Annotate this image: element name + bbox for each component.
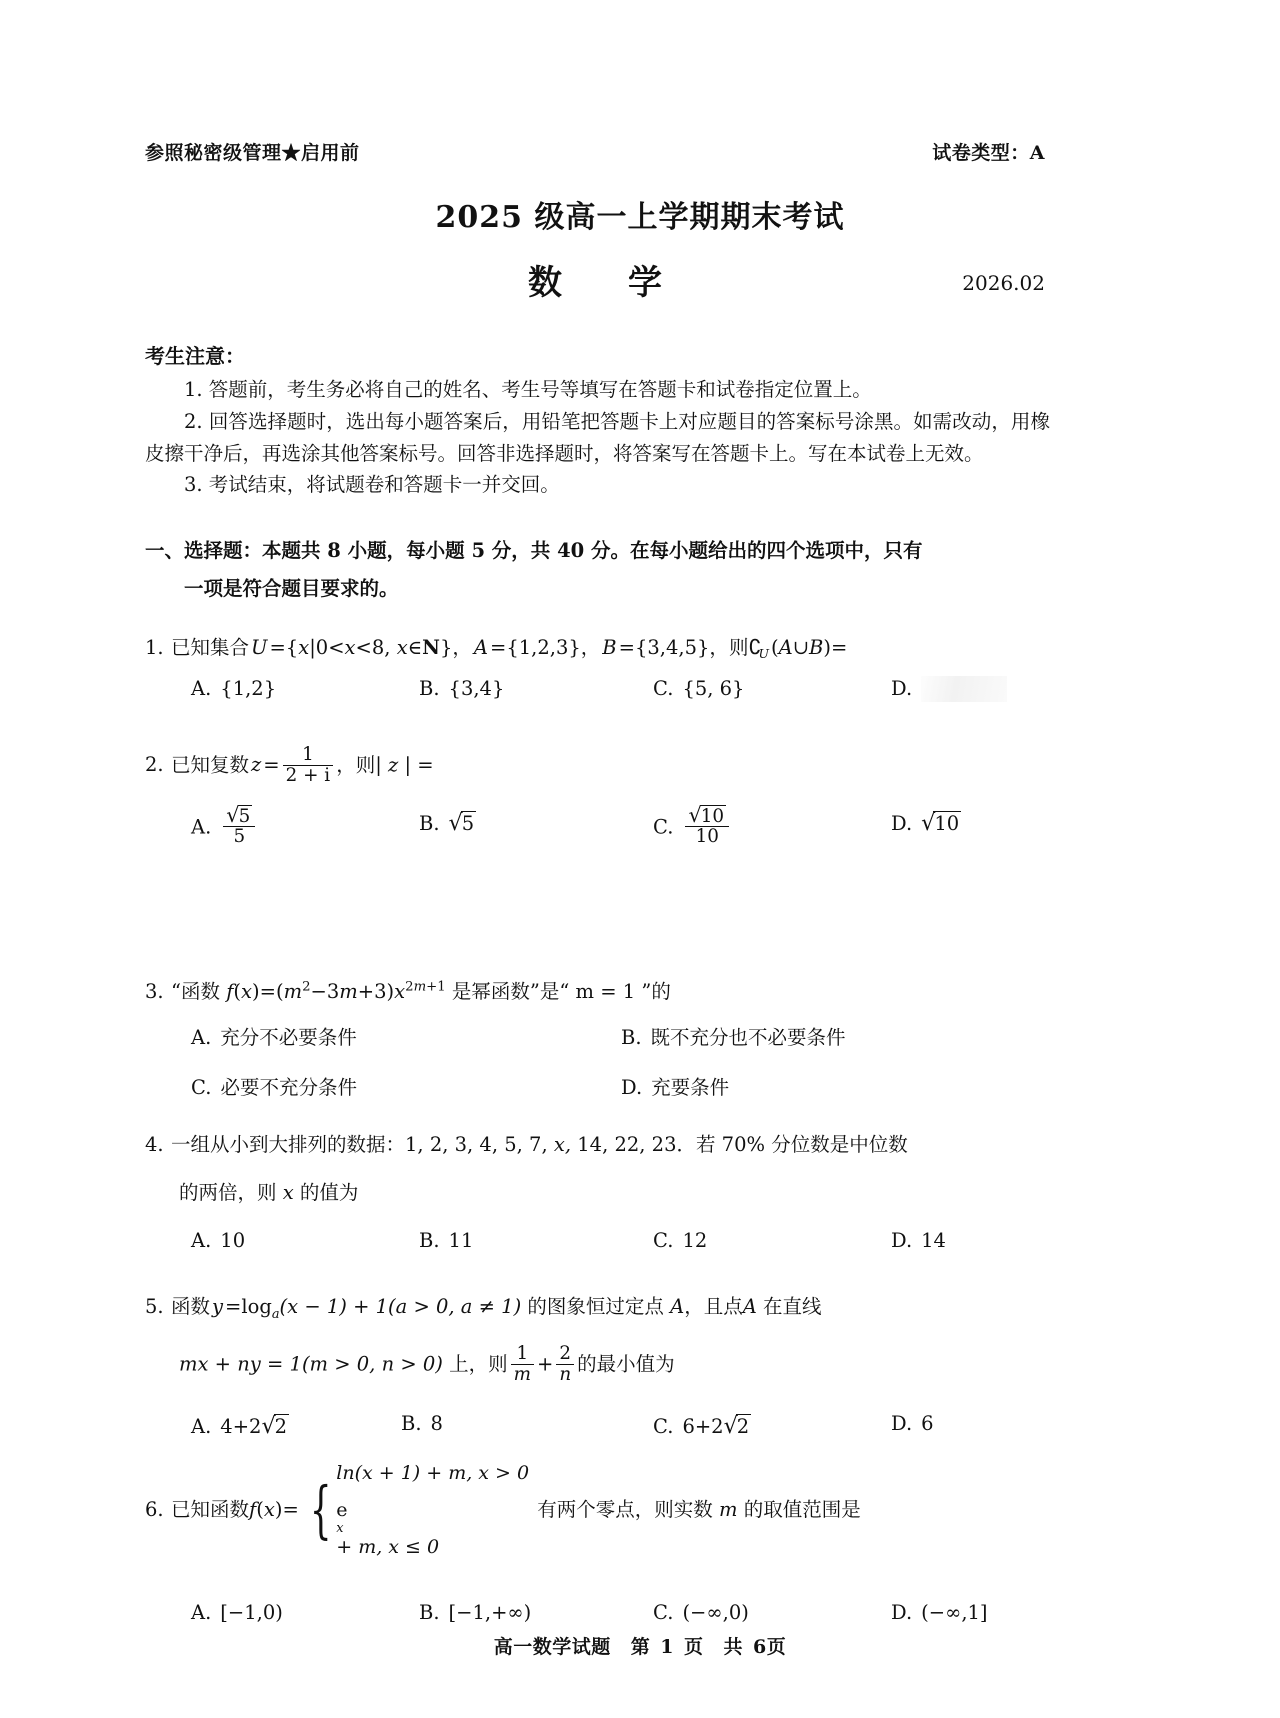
page-footer <box>0 1632 1280 1659</box>
candidate-notices <box>145 340 1050 501</box>
question-5-option-d[interactable]: D. 6 <box>891 1411 934 1435</box>
question-5-stem-line1: 5. 函数 $y =\log_a(x - 1) + 1(a > 0$, a ≠ 1) 的图象恒过定点 A，且点A 在直线 <box>145 1290 1050 1324</box>
question-3-option-b[interactable]: B. 既不充分也不必要条件 <box>621 1026 846 1050</box>
question-3 <box>145 975 1050 1115</box>
modulus-z: | z | = <box>375 753 434 777</box>
question-5-option-c[interactable]: C. 6+2√2 <box>653 1412 750 1439</box>
question-6-option-d[interactable]: D. (−∞,1] <box>891 1601 988 1625</box>
question-3-de: 的 <box>651 980 671 1003</box>
section-desc-line2: 一项是符合题目要求的。 <box>184 577 399 601</box>
section-label: 一、选择题： <box>145 539 263 562</box>
question-4-data-var: x, <box>553 1133 572 1156</box>
question-4-options-row <box>191 1224 1050 1258</box>
fraction-1-over-m: $\frac{1}{m}$ <box>511 1344 534 1385</box>
section-desc-line1: 本题共 8 小题，每小题 5 分，共 40 分。在每小题给出的四个选项中，只有 <box>262 539 923 562</box>
question-6-number: 6. <box>145 1498 164 1522</box>
question-5-option-b[interactable]: B. 8 <box>401 1411 443 1435</box>
footer-page-prefix: 第 <box>630 1636 651 1658</box>
question-4-line2-a: 的两倍，则 <box>179 1181 277 1205</box>
question-3-is-power: 是幂函数” <box>451 980 540 1003</box>
question-2-lead: 已知复数 <box>171 753 250 777</box>
question-4-option-a[interactable]: A. 10 <box>191 1229 246 1253</box>
question-1-stem: 1. 已知集合 U ={x|0<x<8, x∈N}， A ={1,2,3}， B ={3,4,5}，则$∁_U$ (A∪B)= <box>145 630 1050 666</box>
exam-date: 2026.02 <box>962 271 1045 295</box>
question-6-tail-end: 的取值范围是 <box>743 1498 861 1522</box>
question-6-options <box>145 1596 1050 1630</box>
question-4-data-tail: 14, 22, 23 <box>577 1133 677 1156</box>
question-5-options <box>145 1407 1050 1441</box>
question-5-line1-b: 的图象恒过定点 <box>527 1295 664 1318</box>
question-6-tail: 有两个零点，则实数 <box>537 1498 713 1522</box>
question-2-then: 则 <box>355 753 376 777</box>
notice-item-1: 1. 答题前，考生务必将自己的姓名、考生号等填写在答题卡和试卷指定位置上。 <box>184 378 872 402</box>
footer-doc-label: 高一数学试题 <box>493 1636 611 1658</box>
question-1-options <box>145 672 1050 706</box>
question-5-lead: 函数 <box>171 1295 211 1318</box>
question-3-stem: 3. “函数 $f(x)=(m^2-3m+3)x^{2m+1}$ 是幂函数”是“ m = 1 ”的 <box>145 975 1050 1009</box>
question-3-number: 3. <box>145 980 164 1003</box>
question-2-option-c[interactable]: C. $\frac{√10}{10}$ <box>653 804 732 848</box>
notice-item-3: 3. 考试结束，将试题卷和答题卡一并交回。 <box>184 473 560 497</box>
question-4-stem-line2 <box>145 1176 1050 1210</box>
question-5-line2-b: 上，则 <box>449 1352 508 1376</box>
question-6 <box>145 1455 1050 1630</box>
question-6-stem: 6. 已知函数f(x)= { ln(x + 1) + m, x > 0 e x + m, x ≤ 0 有两个零点，则实数 m 的取值范围是 <box>145 1455 1050 1566</box>
question-5 <box>145 1290 1050 1441</box>
footer-total-prefix: 共 <box>723 1636 744 1658</box>
notices-title: 考生注意： <box>145 344 245 368</box>
question-4-data: 1, 2, 3, 4, 5, 7, <box>405 1133 548 1156</box>
question-4-option-b[interactable]: B. 11 <box>419 1229 474 1253</box>
page-header-row <box>145 138 1045 165</box>
exam-title: 2025 级高一上学期期末考试 <box>435 200 845 235</box>
section-one-heading <box>145 532 1050 608</box>
question-1 <box>145 630 1050 706</box>
question-1-option-a[interactable]: A. {1,2} <box>191 676 277 700</box>
faded-scan-area <box>921 676 1007 702</box>
question-3-options-row-1 <box>191 1021 1050 1071</box>
question-6-options-row <box>191 1596 1050 1630</box>
question-4 <box>145 1128 1050 1258</box>
question-2-options <box>145 804 1050 866</box>
question-4-option-c[interactable]: C. 12 <box>653 1229 708 1253</box>
question-2-option-b[interactable]: B. √5 <box>419 809 475 836</box>
question-2-option-d[interactable]: D. √10 <box>891 809 960 836</box>
question-5-line1-c: ，且点 <box>684 1295 743 1318</box>
paper-type-label: 试卷类型：A <box>932 142 1045 164</box>
subject-row <box>145 255 1045 307</box>
question-3-option-a[interactable]: A. 充分不必要条件 <box>191 1026 357 1050</box>
question-4-line1-b: ．若 70% 分位数是中位数 <box>676 1133 908 1156</box>
question-3-option-d[interactable]: D. 充要条件 <box>621 1076 730 1100</box>
question-6-option-c[interactable]: C. (−∞,0) <box>653 1601 749 1625</box>
footer-page-unit: 页 <box>683 1636 704 1658</box>
question-4-lead: 一组从小到大排列的数据： <box>171 1133 406 1156</box>
question-2-number: 2. <box>145 753 164 777</box>
question-2-option-a[interactable]: A. $\frac{√5}{5}$ <box>191 804 258 848</box>
question-5-options-row <box>191 1407 1050 1441</box>
question-1-number: 1. <box>145 636 164 659</box>
question-3-shi: 是 <box>539 980 560 1003</box>
question-5-option-a[interactable]: A. 4+2√2 <box>191 1412 288 1439</box>
piecewise-function <box>301 1455 529 1566</box>
footer-page-number: 1 <box>660 1636 674 1658</box>
question-3-cond: “ m = 1 ” <box>559 980 652 1003</box>
question-3-quote-open: “函数 <box>171 980 220 1003</box>
footer-total-pages: 6 <box>753 1636 767 1658</box>
question-3-option-c[interactable]: C. 必要不充分条件 <box>191 1076 357 1100</box>
question-6-option-a[interactable]: A. [−1,0) <box>191 1601 283 1625</box>
question-6-option-b[interactable]: B. [−1,+∞) <box>419 1601 532 1625</box>
notice-item-2: 2. 回答选择题时，选出每小题答案后，用铅笔把答题卡上对应题目的答案标号涂黑。如需改动，用橡皮擦干净后，再选涂其他答案标号。回答非选择题时，将答案写在答题卡上。写在本试卷上无效。 <box>145 409 1050 465</box>
question-4-line2-var: x <box>282 1181 294 1205</box>
footer-total-unit: 页 <box>766 1636 787 1658</box>
secrecy-notice: 参照秘密级管理★启用前 <box>145 142 360 164</box>
question-1-options-row <box>191 672 1050 706</box>
question-4-stem-line1 <box>145 1128 1050 1162</box>
question-2-options-row <box>191 804 1050 866</box>
question-5-stem-line2: mx + ny = 1(m > 0, n > 0) 上，则 $\frac{1}{m}$ + $\frac{2}{n}$ 的最小值为 <box>179 1343 675 1385</box>
left-brace: { <box>309 1473 332 1547</box>
piecewise-case-2: e x + m, x ≤ 0 <box>336 1499 440 1559</box>
question-5-number: 5. <box>145 1295 164 1318</box>
question-2 <box>145 745 1050 866</box>
question-1-then: 则 <box>728 636 749 659</box>
question-5-line1-d: 在直线 <box>763 1295 822 1318</box>
question-2-stem: 2. 已知复数 z = $\frac{1}{2 + i}$ ，则| z | = <box>145 744 434 786</box>
question-4-option-d[interactable]: D. 14 <box>891 1229 946 1253</box>
question-6-lead: 已知函数 <box>171 1498 250 1522</box>
question-3-options <box>145 1021 1050 1115</box>
question-1-option-b[interactable]: B. {3,4} <box>419 676 505 700</box>
fraction-1-over-2-plus-i: $\frac{1}{2 + i}$ <box>283 745 334 786</box>
question-1-option-c[interactable]: C. {5, 6} <box>653 676 745 700</box>
question-4-number: 4. <box>145 1133 164 1156</box>
question-1-option-d[interactable]: D. <box>891 672 1007 706</box>
question-4-line2-b: 的值为 <box>299 1181 359 1205</box>
complement-symbol: $∁_U$ <box>748 635 769 662</box>
question-3-options-row-2 <box>191 1071 1050 1115</box>
piecewise-case-1: ln(x + 1) + m, x > 0 <box>336 1462 530 1484</box>
question-5-line2-c: 的最小值为 <box>577 1352 675 1376</box>
question-1-lead: 已知集合 <box>171 636 250 659</box>
subject-title: 数 学 <box>528 263 678 303</box>
fraction-2-over-n: $\frac{2}{n}$ <box>556 1344 574 1385</box>
question-4-options <box>145 1224 1050 1258</box>
